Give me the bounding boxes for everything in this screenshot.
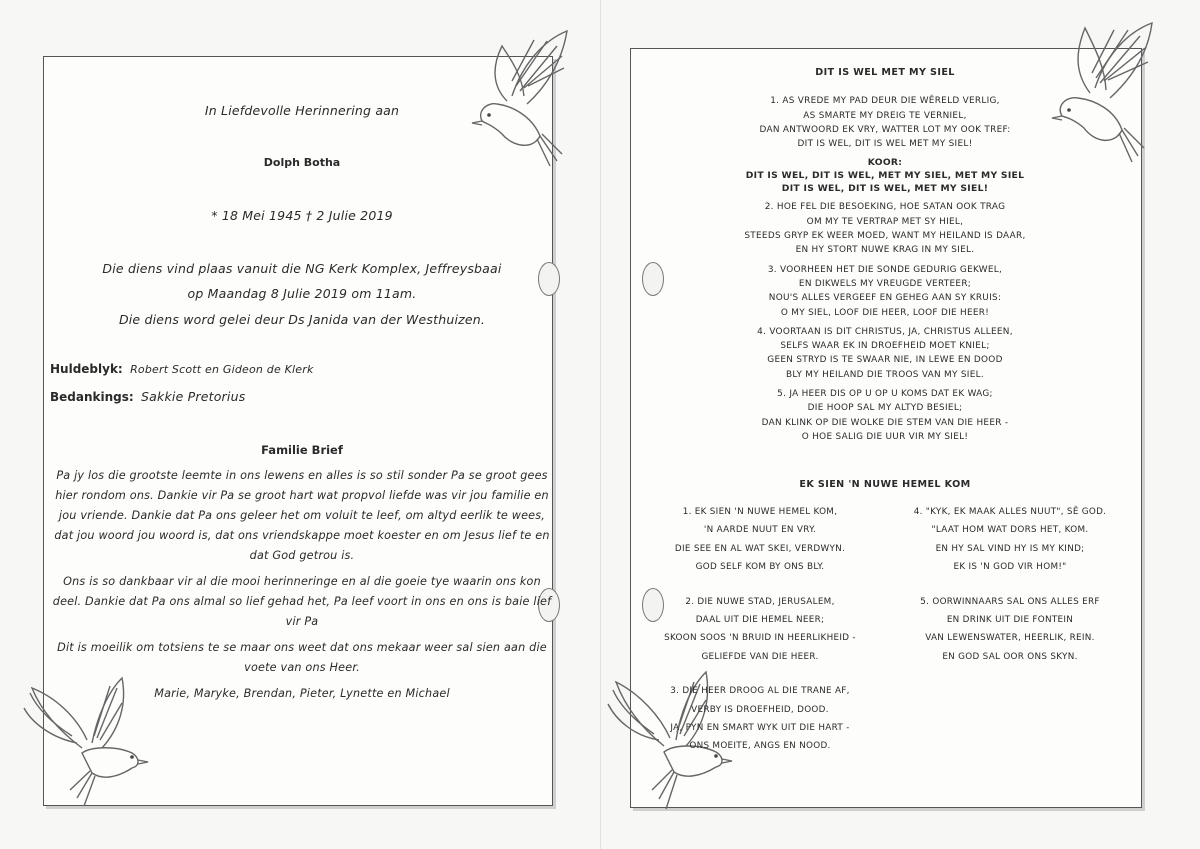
life-dates: * 18 Mei 1945 † 2 Julie 2019 [211,208,393,223]
hymn-verse: 4. "KYK, EK MAAK ALLES NUUT", SÊ GOD. "LAAT HOM WAT DORS HET, KOM. EN HY SAL VIND HY IS MY KIND; EK IS 'N GOD VIR HOM!" [913,507,1107,573]
thanks-label: Bedankings: [50,390,134,404]
hymn-chorus: KOOR: DIT IS WEL, DIT IS WEL, MET MY SIEL, MET MY SIEL DIT IS WEL, DIT IS WEL, MET MY SIEL! [745,157,1025,195]
hymn-verse: 1. AS VREDE MY PAD DEUR DIE WÊRELD VERLIG, AS SMARTE MY DREIG TE VERNIEL, DAN ANTWOORD EK VRY, WATTER LOT MY OOK TREF: DIT IS WEL, DIT IS WEL MET MY SIEL! [759,96,1011,150]
tribute-row [50,362,314,376]
service-line: Die diens vind plaas vanuit die NG Kerk Komplex, Jeffreysbaai [102,261,502,276]
tribute-value: Robert Scott en Gideon de Klerk [130,363,314,376]
hymn-verse: 1. EK SIEN 'N NUWE HEMEL KOM, 'N AARDE NUUT EN VRY. DIE SEE EN AL WAT SKEI, VERDWYN. GOD SELF KOM BY ONS BLY. [674,507,846,573]
hymn-title: DIT IS WEL MET MY SIEL [815,67,955,78]
hymn-verse: 5. JA HEER DIS OP U OP U KOMS DAT EK WAG; DIE HOOP SAL MY ALTYD BESIEL; DAN KLINK OP DIE WOLKE DIE STEM VAN DIE HEER - O HOE SALIG DIE UUR VIR MY SIEL! [761,389,1009,442]
deceased-name: Dolph Botha [263,156,341,169]
service-line: Die diens word gelei deur Ds Janida van der Westhuizen. [118,312,486,327]
hymn-verse: 2. HOE FEL DIE BESOEKING, HOE SATAN OOK TRAG OM MY TE VERTRAP MET SY HIEL, STEEDS GRYP EK WEER MOED, WANT MY HEILAND IS DAAR, EN HY STORT NUWE KRAG IN MY SIEL. [744,202,1026,256]
tribute-label: Huldeblyk: [50,362,123,376]
letter-paragraph: Pa jy los die grootste leemte in ons lewens en alles is so stil sonder Pa se groot gees hier rondom ons. Dankie vir Pa se groot hart wat propvol liefde was vir jou familie en jou vriende. Dankie dat Pa ons geleer het om voluit te leef, om altyd eerlik te wees, dat jou woord jou woord is, dat ons vriendskappe moet koester en om Jesus lief te en dat God getrou is. [54,469,550,562]
thanks-row [50,389,245,404]
hymn-dit-is-wel [640,66,1130,449]
letter-signatories: Marie, Maryke, Brendan, Pieter, Lynette en Michael [154,687,450,700]
letter-paragraph: Dit is moeilik om totsiens te se maar ons weet dat ons mekaar weer sal sien aan die voete van ons Heer. [57,641,547,674]
family-letter [52,466,552,710]
letter-paragraph: Ons is so dankbaar vir al die mooi herinneringe en al die goeie tye waarin ons kon deel. Dankie dat Pa ons almal so lief gehad het, Pa leef voort in ons en ons is baie lief vir Pa [52,575,552,628]
letter-title: Familie Brief [261,443,343,457]
service-line: op Maandag 8 Julie 2019 om 11am. [187,286,417,301]
hymn-verse: 2. DIE NUWE STAD, JERUSALEM, DAAL UIT DIE HEMEL NEER; SKOON SOOS 'N BRUID IN HEERLIKHEID - GELIEFDE VAN DIE HEER. [664,596,856,662]
hymn-verse: 3. VOORHEEN HET DIE SONDE GEDURIG GEKWEL, EN DIKWELS MY VREUGDE VERTEER; NOU'S ALLES VERGEEF EN GEHEG AAN SY KRUIS: O MY SIEL, LOOF DIE HEER, LOOF DIE HEER! [767,264,1003,318]
hymn2-left-column [640,503,880,772]
hymn-verse: 4. VOORTAAN IS DIT CHRISTUS, JA, CHRISTUS ALLEEN, SELFS WAAR EK IN DROEFHEID MOET KNIEL; GEEN STRYD IS TE SWAAR NIE, IN LEWE EN DOOD BLY MY HEILAND DIE TROOS VAN MY SIEL. [757,326,1013,380]
hymn-verse: 3. DIE HEER DROOG AL DIE TRANE AF, VERBY IS DROEFHEID, DOOD. JA, PYN EN SMART WYK UIT DIE HART - ONS MOEITE, ANGS EN NOOD. [670,686,850,752]
hymn-title: EK SIEN 'N NUWE HEMEL KOM [799,479,971,490]
dove-icon [462,26,582,176]
hymn2-heading [640,478,1130,497]
page-fold [600,0,601,849]
hymn-verse: 5. OORWINNAARS SAL ONS ALLES ERF EN DRINK UIT DIE FONTEIN VAN LEWENSWATER, HEERLIK, REIN. EN GOD SAL OOR ONS SKYN. [920,596,1100,662]
memorial-heading: In Liefdevolle Herinnering aan [204,103,400,118]
thanks-value: Sakkie Pretorius [141,389,246,404]
hymn2-right-column [890,503,1130,682]
